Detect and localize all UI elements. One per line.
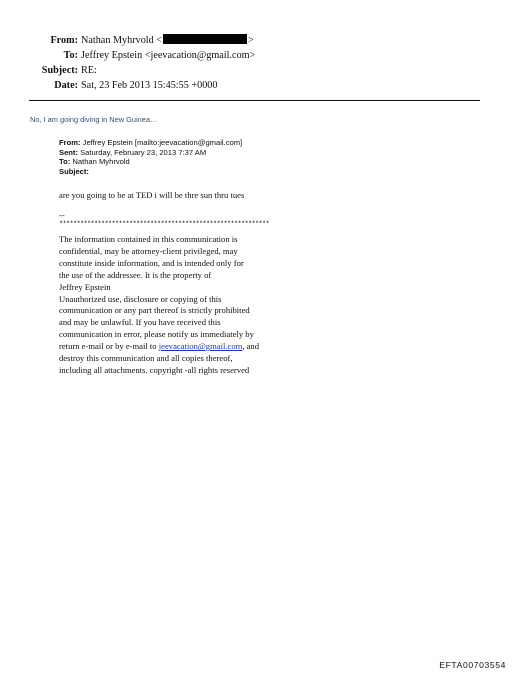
email-header — [0, 33, 512, 93]
header-divider — [29, 100, 480, 101]
header-to-row — [0, 48, 512, 63]
disclaimer-line-prefix: return e-mail or by e-mail to — [59, 341, 159, 352]
quoted-from-row — [59, 138, 359, 148]
disclaimer-line: destroy this communication and all copies thereof, — [59, 353, 233, 364]
header-subject-row — [0, 63, 512, 78]
from-tail: > — [248, 35, 254, 46]
quoted-subject-row — [59, 167, 359, 177]
from-value — [81, 33, 254, 48]
disclaimer-line: the use of the addressee. It is the property of — [59, 269, 212, 280]
header-from-row — [0, 33, 512, 48]
quoted-sent-label: Sent: — [59, 147, 78, 157]
redaction-box — [163, 34, 247, 44]
disclaimer-line: communication or any part thereof is strictly prohibited — [59, 305, 250, 316]
disclaimer-line: and may be unlawful. If you have received this — [59, 317, 221, 328]
signature-dashes: -- — [59, 210, 65, 220]
quoted-header — [59, 138, 359, 176]
document-id: EFTA00703554 — [439, 660, 506, 670]
from-name: Nathan Myhrvold < — [81, 35, 163, 46]
quoted-sent-value: Saturday, February 23, 2013 7:37 AM — [80, 147, 207, 157]
to-value: Jeffrey Epstein <jeevacation@gmail.com> — [81, 50, 256, 61]
quoted-subject-label: Subject: — [59, 166, 89, 176]
date-label: Date: — [54, 80, 78, 91]
quoted-to-value: Nathan Myhrvold — [72, 157, 130, 167]
disclaimer-line: The information contained in this communication is — [59, 234, 238, 244]
quoted-to-row — [59, 157, 359, 167]
disclaimer-line-suffix: , and — [242, 341, 260, 352]
disclaimer-line: Unauthorized use, disclosure or copying of this — [59, 293, 222, 304]
quoted-from-label: From: — [59, 138, 81, 147]
header-date-row — [0, 78, 512, 93]
disclaimer-line: Jeffrey Epstein — [59, 281, 111, 292]
subject-label: Subject: — [41, 65, 78, 76]
date-value: Sat, 23 Feb 2013 15:45:55 +0000 — [81, 80, 218, 91]
confidentiality-disclaimer — [59, 234, 359, 377]
disclaimer-line: constitute inside information, and is intended only for — [59, 257, 244, 268]
from-label: From: — [50, 35, 78, 46]
quoted-to-label: To: — [59, 157, 71, 167]
disclaimer-line: including all attachments. copyright -all rights reserved — [59, 364, 250, 375]
subject-value: RE: — [81, 65, 97, 76]
disclaimer-line: confidential, may be attorney-client privileged, may — [59, 245, 238, 256]
to-label: To: — [63, 50, 78, 61]
reply-text: No, I am going diving in New Guinea… — [30, 115, 158, 124]
quoted-from-value: Jeffrey Epstein [mailto:jeevacation@gmail.com] — [82, 138, 243, 147]
message-body: are you going to be at TED i will be thre sun thru tues — [59, 190, 245, 200]
disclaimer-line — [59, 341, 359, 353]
signature-stars: ************************************************************ — [59, 221, 270, 229]
quoted-sent-row — [59, 148, 359, 158]
disclaimer-line: communication in error, please notify us immediately by — [59, 329, 254, 340]
email-link[interactable]: jeevacation@gmail.com — [158, 341, 243, 352]
